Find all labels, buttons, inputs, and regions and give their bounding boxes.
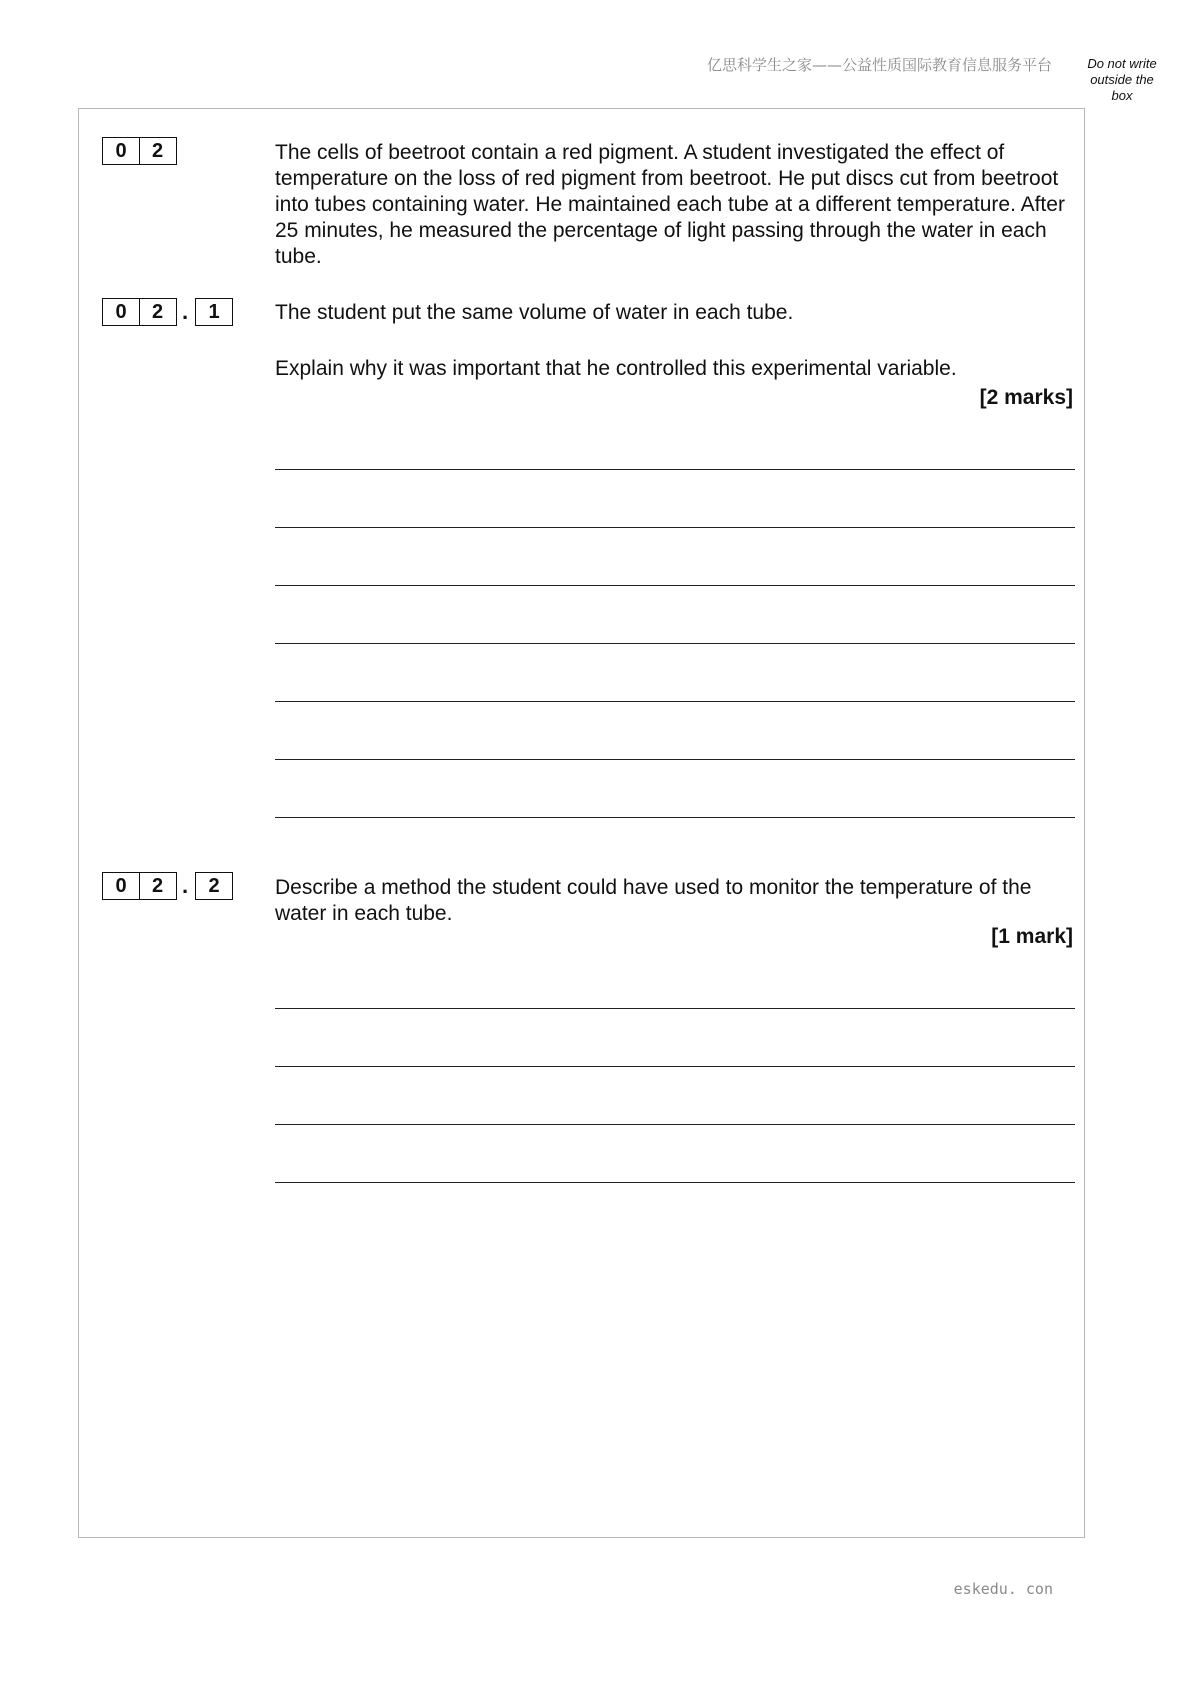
- digit-box: 2: [139, 137, 177, 165]
- digit-box: 0: [102, 298, 140, 326]
- digit-box: 2: [195, 872, 233, 900]
- question-02-1-statement: The student put the same volume of water in each tube.: [275, 301, 794, 324]
- answer-line[interactable]: [275, 469, 1075, 470]
- question-number-02-2: [102, 872, 232, 900]
- answer-line[interactable]: [275, 817, 1075, 818]
- digit-box: 0: [102, 137, 140, 165]
- digit-box: 2: [139, 298, 177, 326]
- answer-line[interactable]: [275, 759, 1075, 760]
- marks-label: [2 marks]: [979, 386, 1073, 409]
- question-number-02: [102, 137, 175, 165]
- number-separator: .: [181, 299, 189, 324]
- marks-label: [1 mark]: [991, 925, 1073, 948]
- answer-line[interactable]: [275, 1124, 1075, 1125]
- margin-note: Do not write outside the box: [1087, 56, 1157, 103]
- watermark-text: 亿思科学生之家——公益性质国际教育信息服务平台: [706, 56, 1052, 74]
- answer-line[interactable]: [275, 701, 1075, 702]
- digit-box: 1: [195, 298, 233, 326]
- footer-site: eskedu. con: [953, 1580, 1053, 1598]
- answer-line[interactable]: [275, 527, 1075, 528]
- question-02-intro: The cells of beetroot contain a red pigment. A student investigated the effect of temperature on the loss of red pigment from beetroot. He put discs cut from beetroot into tubes containing water. He maintained each tube at a different temperature. After 25 minutes, he measured the percentage of light passing through the water in each tube.: [275, 141, 1065, 268]
- answer-line[interactable]: [275, 1066, 1075, 1067]
- digit-box: 2: [139, 872, 177, 900]
- question-02-2-prompt: Describe a method the student could have used to monitor the temperature of the water in each tube.: [275, 876, 1032, 925]
- answer-line[interactable]: [275, 643, 1075, 644]
- answer-line[interactable]: [275, 585, 1075, 586]
- number-separator: .: [181, 873, 189, 898]
- answer-line[interactable]: [275, 1182, 1075, 1183]
- digit-box: 0: [102, 872, 140, 900]
- question-02-1-prompt: Explain why it was important that he controlled this experimental variable.: [275, 357, 957, 380]
- question-number-02-1: [102, 298, 232, 326]
- answer-line[interactable]: [275, 1008, 1075, 1009]
